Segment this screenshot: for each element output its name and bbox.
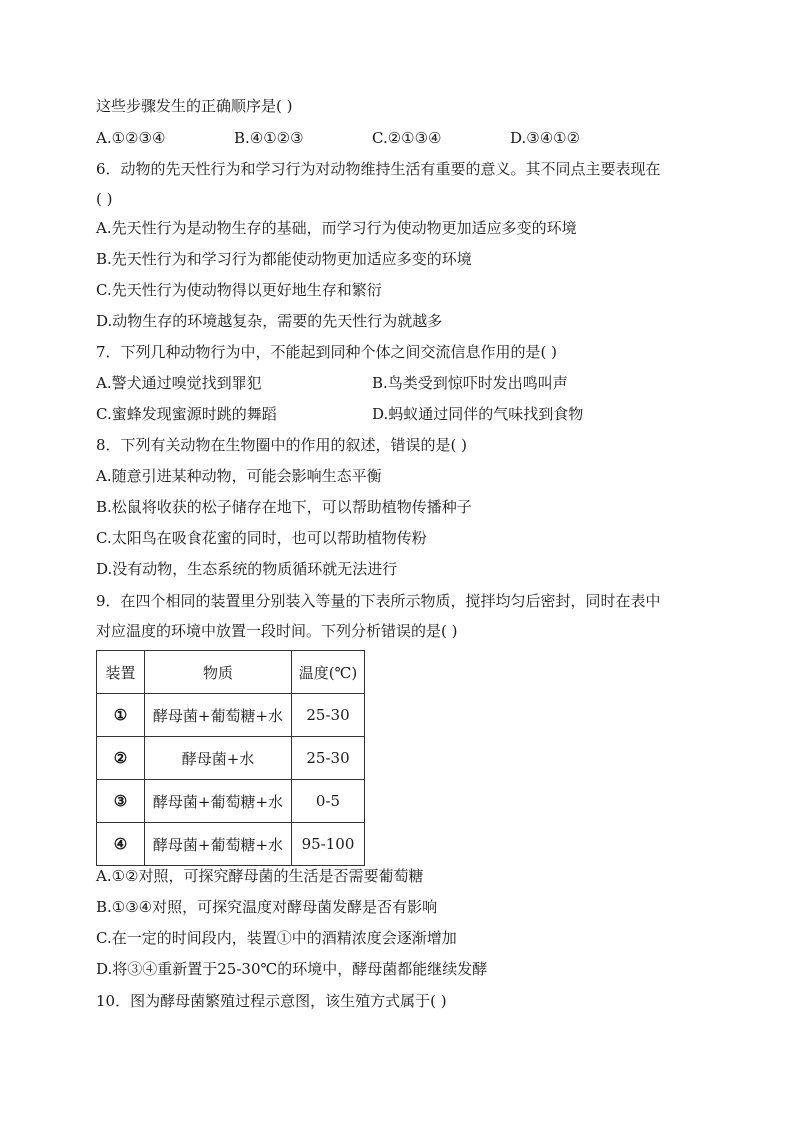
table-cell: 25-30 <box>292 694 365 737</box>
q5-option-b: B.④①②③ <box>234 129 304 147</box>
table-cell: 酵母菌+葡萄糖+水 <box>145 823 292 866</box>
table-header-row <box>97 651 365 694</box>
q8-option-c: C.太阳鸟在吸食花蜜的同时，也可以帮助植物传粉 <box>96 529 427 547</box>
q9-stem: 9．在四个相同的装置里分别装入等量的下表所示物质，搅拌均匀后密封，同时在表中 <box>96 592 661 610</box>
table-header-cell: 温度(℃) <box>292 651 365 694</box>
table-cell: ② <box>97 737 145 780</box>
q7-option-c: C.蜜蜂发现蜜源时跳的舞蹈 <box>96 405 277 423</box>
table-cell: ① <box>97 694 145 737</box>
q6-stem: 6．动物的先天性行为和学习行为对动物维持生活有重要的意义。其不同点主要表现在 <box>96 160 661 178</box>
q6-option-d: D.动物生存的环境越复杂，需要的先天性行为就越多 <box>96 312 443 330</box>
q9-option-d: D.将③④重新置于25-30℃的环境中，酵母菌都能继续发酵 <box>96 960 488 978</box>
q6-option-a: A.先天性行为是动物生存的基础，而学习行为使动物更加适应多变的环境 <box>96 219 577 237</box>
table-cell: ③ <box>97 780 145 823</box>
q10-stem: 10．图为酵母菌繁殖过程示意图，该生殖方式属于( ) <box>96 992 447 1010</box>
table-row <box>97 737 365 780</box>
table-cell: 95-100 <box>292 823 365 866</box>
q7-option-a: A.警犬通过嗅觉找到罪犯 <box>96 374 262 392</box>
q6-option-b: B.先天性行为和学习行为都能使动物更加适应多变的环境 <box>96 250 472 268</box>
table-cell: 25-30 <box>292 737 365 780</box>
q9-option-a: A.①②对照，可探究酵母菌的生活是否需要葡萄糖 <box>96 867 424 885</box>
q9-option-b: B.①③④对照，可探究温度对酵母菌发酵是否有影响 <box>96 898 438 916</box>
q7-stem: 7．下列几种动物行为中，不能起到同种个体之间交流信息作用的是( ) <box>96 343 558 361</box>
q6-stem-cont: ( ) <box>96 190 113 208</box>
q5-stem: 这些步骤发生的正确顺序是( ) <box>96 97 293 115</box>
table-cell: 酵母菌+葡萄糖+水 <box>145 780 292 823</box>
q9-data-table <box>96 650 365 866</box>
table-row <box>97 694 365 737</box>
q8-stem: 8．下列有关动物在生物圈中的作用的叙述，错误的是( ) <box>96 436 468 454</box>
table-header-cell: 装置 <box>97 651 145 694</box>
table-cell: 酵母菌+水 <box>145 737 292 780</box>
table-header-cell: 物质 <box>145 651 292 694</box>
q8-option-b: B.松鼠将收获的松子储存在地下，可以帮助植物传播种子 <box>96 498 472 516</box>
q7-option-d: D.蚂蚁通过同伴的气味找到食物 <box>372 405 584 423</box>
table-row <box>97 780 365 823</box>
q9-stem-cont: 对应温度的环境中放置一段时间。下列分析错误的是( ) <box>96 622 458 640</box>
q8-option-d: D.没有动物，生态系统的物质循环就无法进行 <box>96 560 398 578</box>
table-cell: ④ <box>97 823 145 866</box>
table-row <box>97 823 365 866</box>
table-cell: 0-5 <box>292 780 365 823</box>
q5-option-d: D.③④①② <box>510 129 581 147</box>
q8-option-a: A.随意引进某种动物，可能会影响生态平衡 <box>96 467 382 485</box>
q5-option-a: A.①②③④ <box>96 129 166 147</box>
q6-option-c: C.先天性行为使动物得以更好地生存和繁衍 <box>96 281 382 299</box>
table-cell: 酵母菌+葡萄糖+水 <box>145 694 292 737</box>
q5-option-c: C.②①③④ <box>372 129 442 147</box>
q7-option-b: B.鸟类受到惊吓时发出鸣叫声 <box>372 374 568 392</box>
q9-option-c: C.在一定的时间段内，装置①中的酒精浓度会逐渐增加 <box>96 929 457 947</box>
